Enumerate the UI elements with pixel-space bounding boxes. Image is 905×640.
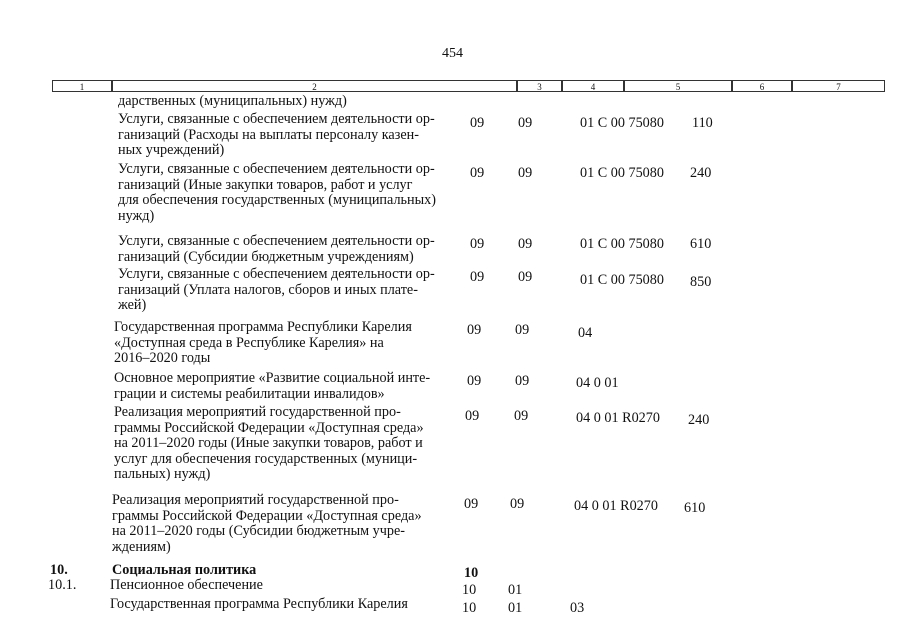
subsection-code: 01	[508, 600, 523, 616]
desc-line: на 2011–2020 годы (Иные закупки товаров, работ и	[114, 435, 423, 451]
row-description	[110, 578, 263, 594]
desc-line: нужд)	[118, 207, 155, 224]
target-article-code: 01 С 00 75080	[580, 115, 664, 131]
subsection-code: 09	[515, 322, 530, 338]
expense-type-code: 110	[692, 115, 713, 131]
desc-line: на 2011–2020 годы (Субсидии бюджетным учре-	[112, 523, 405, 539]
section-code: 10	[462, 582, 477, 598]
row-number: 10.1.	[48, 577, 77, 593]
desc-line: Государственная программа Республики Карелия	[110, 596, 408, 612]
section-code: 09	[465, 408, 480, 424]
desc-line: ганизаций (Уплата налогов, сборов и иных плате-	[118, 281, 418, 298]
desc-line: ганизаций (Субсидии бюджетным учреждениям)	[118, 248, 414, 265]
section-code: 10	[462, 600, 477, 616]
row-description	[114, 371, 430, 402]
section-code: 10	[464, 565, 479, 581]
section-code: 09	[467, 373, 482, 389]
expense-type-code: 850	[690, 274, 712, 290]
desc-line: пальных) нужд)	[114, 466, 211, 482]
desc-line: Реализация мероприятий государственной про-	[114, 404, 401, 420]
column-number-5: 5	[624, 80, 732, 92]
desc-line: Услуги, связанные с обеспечением деятельности ор-	[118, 266, 435, 282]
desc-line: Основное мероприятие «Развитие социальной инте-	[114, 370, 431, 386]
desc-line: Реализация мероприятий государственной про-	[112, 492, 399, 508]
desc-line: для обеспечения государственных (муниципальных)	[118, 192, 436, 208]
desc-line: Услуги, связанные с обеспечением деятельности ор-	[118, 233, 435, 249]
desc-line: услуг для обеспечения государственных (муници-	[114, 450, 418, 467]
desc-line: дарственных (муниципальных) нужд)	[118, 93, 347, 109]
desc-line: граммы Российской Федерации «Доступная среда»	[112, 507, 422, 524]
section-code: 09	[470, 269, 485, 285]
desc-line: ганизаций (Расходы на выплаты персоналу казен-	[118, 126, 419, 143]
desc-line: 2016–2020 годы	[114, 350, 211, 366]
column-number-4: 4	[562, 80, 624, 92]
row-description	[118, 234, 435, 265]
section-code: 09	[467, 322, 482, 338]
row-description	[114, 320, 412, 367]
subsection-code: 01	[508, 582, 523, 598]
subsection-code: 09	[518, 115, 533, 131]
desc-line: Государственная программа Республики Карелия	[114, 319, 412, 335]
subsection-code: 09	[518, 165, 533, 181]
row-description	[118, 162, 436, 224]
row-description	[112, 493, 422, 555]
row-number: 10.	[50, 562, 68, 578]
row-description	[114, 405, 424, 483]
expense-type-code: 240	[688, 412, 710, 428]
target-article-code: 03	[570, 600, 585, 616]
desc-line: Социальная политика	[112, 562, 257, 578]
column-number-7: 7	[792, 80, 885, 92]
desc-line: ных учреждений)	[118, 142, 225, 158]
row-description	[118, 267, 435, 314]
row-description	[110, 597, 408, 613]
desc-line: Услуги, связанные с обеспечением деятельности ор-	[118, 111, 435, 127]
target-article-code: 01 С 00 75080	[580, 236, 664, 252]
page-number: 454	[442, 46, 463, 61]
desc-line: грации и системы реабилитации инвалидов»	[114, 385, 385, 402]
column-number-2: 2	[112, 80, 517, 92]
column-number-3: 3	[517, 80, 562, 92]
row-description	[118, 112, 435, 159]
desc-line: Услуги, связанные с обеспечением деятельности ор-	[118, 161, 435, 177]
section-code: 09	[464, 496, 479, 512]
subsection-code: 09	[515, 373, 530, 389]
desc-line: жей)	[118, 297, 147, 313]
target-article-code: 04 0 01	[576, 375, 619, 391]
expense-type-code: 610	[684, 500, 706, 516]
target-article-code: 01 С 00 75080	[580, 165, 664, 181]
desc-line: Пенсионное обеспечение	[110, 577, 263, 593]
target-article-code: 01 С 00 75080	[580, 272, 664, 288]
target-article-code: 04	[578, 325, 593, 341]
expense-type-code: 610	[690, 236, 712, 252]
row-description	[118, 94, 347, 110]
desc-line: ждениям)	[112, 538, 171, 555]
desc-line: граммы Российской Федерации «Доступная среда»	[114, 419, 424, 436]
section-code: 09	[470, 165, 485, 181]
subsection-code: 09	[518, 236, 533, 252]
subsection-code: 09	[518, 269, 533, 285]
section-code: 09	[470, 236, 485, 252]
subsection-code: 09	[510, 496, 525, 512]
desc-line: «Доступная среда в Республике Карелия» на	[114, 334, 384, 351]
expense-type-code: 240	[690, 165, 712, 181]
desc-line: ганизаций (Иные закупки товаров, работ и услуг	[118, 176, 413, 193]
column-number-6: 6	[732, 80, 792, 92]
section-code: 09	[470, 115, 485, 131]
target-article-code: 04 0 01 R0270	[576, 410, 660, 426]
column-number-1: 1	[52, 80, 112, 92]
subsection-code: 09	[514, 408, 529, 424]
target-article-code: 04 0 01 R0270	[574, 498, 658, 514]
